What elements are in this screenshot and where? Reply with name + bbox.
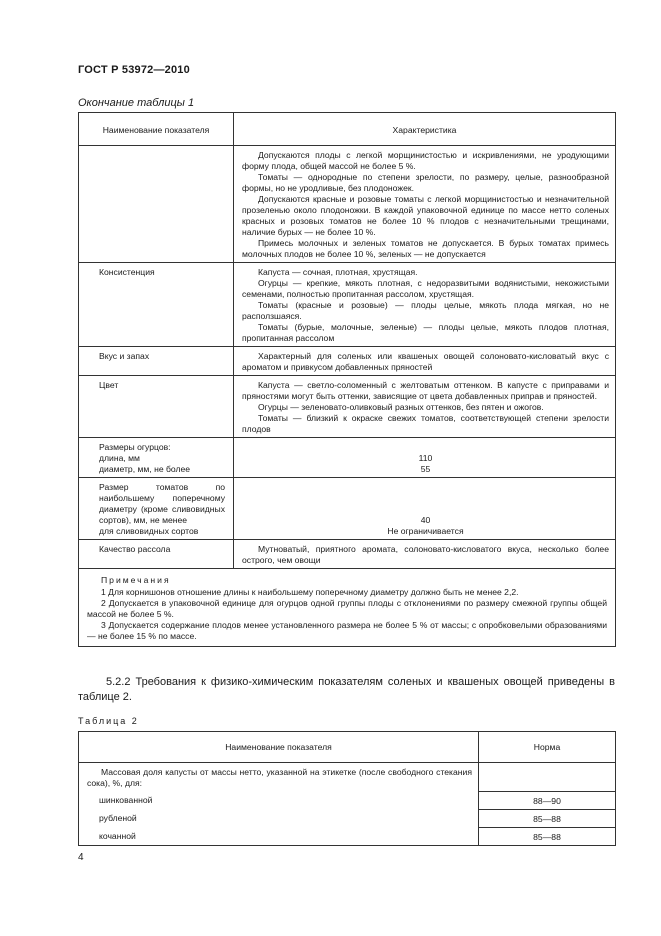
description-line: Огурцы — зеленовато-оливковый разных оттенков, без пятен и ожогов.: [258, 402, 544, 412]
tomato-size-value: 40: [420, 515, 431, 525]
row-description: [234, 540, 616, 569]
cucumber-size-labels: [79, 438, 234, 478]
table2-row-value: 88—90: [479, 791, 616, 809]
table-row: [79, 438, 616, 478]
table1-notes: [79, 569, 616, 647]
page-number: 4: [78, 852, 84, 863]
table2-main-label: Массовая доля капусты от массы нетто, указанной на этикетке (после свободного стекания сока), %, для:: [79, 763, 479, 792]
note-item: 1 Для корнишонов отношение длины к наибольшему поперечному диаметру должно быть не менее 2,2.: [101, 587, 519, 597]
row-description: [234, 347, 616, 376]
table2-caption: Таблица 2: [78, 716, 139, 726]
table2-col-header: Наименование показателя: [79, 732, 479, 763]
row-name: Качество рассола: [79, 540, 234, 569]
description-line: Примесь молочных и зеленых томатов не допускается. В бурых томатах примесь молочных плодов не более 10 %, зеленых — не допускается: [242, 238, 609, 259]
tomato-plum-value: Не ограничивается: [387, 526, 464, 536]
note-item: 3 Допускается содержание плодов менее установленного размера не более 5 % от массы; с опробковелыми образованиями — не более 15 % по массе.: [87, 620, 607, 641]
table2-row-value: 85—88: [479, 809, 616, 827]
tomato-plum-label: для сливовидных сортов: [99, 526, 199, 536]
description-line: Капуста — светло-соломенный с желтоватым оттенком. В капусте с приправами и пряностями могут быть оттенки, зависящие от цвета добавленных приправ и пряностей.: [242, 380, 609, 401]
table2-row-value: 85—88: [479, 827, 616, 845]
table2-row-label: кочанной: [79, 827, 479, 845]
description-line: Допускаются плоды с легкой морщинистостью и искривлениями, не уродующими форму плода, общей массой не более 5 %.: [242, 150, 609, 171]
table-row: [79, 263, 616, 347]
description-line: Томаты (красные и розовые) — плоды целые, мякоть плода мягкая, но не расползшаяся.: [242, 300, 609, 321]
table-row: [79, 540, 616, 569]
cucumber-diameter-label: диаметр, мм, не более: [99, 464, 191, 474]
description-line: Томаты — близкий к окраске свежих томатов, соответствующей степени зрелости плодов: [242, 413, 609, 434]
section-5-2-2: 5.2.2 Требования к физико-химическим показателям соленых и квашеных овощей приведены в таблице 2.: [78, 676, 615, 703]
table2-col-header: Норма: [479, 732, 616, 763]
description-line: Капуста — сочная, плотная, хрустящая.: [258, 267, 418, 277]
notes-row: [79, 569, 616, 647]
cucumber-diameter-value: 55: [420, 464, 431, 474]
description-line: Допускаются красные и розовые томаты с легкой морщинистостью и незначительной прозеленью около плодоножки. В каждой упаковочной единице по массе нетто соленых красных и розовых томатов не более 10 % плодов с незначительными трещинами, наличие бурых — не более 10 %.: [242, 194, 609, 237]
description-line: Мутноватый, приятного аромата, солоновато-кисловатого вкуса, несколько более острого, чем овощи: [242, 544, 609, 565]
table2-row-label: рубленой: [79, 809, 479, 827]
note-item: 2 Допускается в упаковочной единице для огурцов одной группы плоды с отклонениями по размеру смежной группы общей массой не более 5 %.: [87, 598, 607, 619]
table-row: [79, 809, 616, 827]
table1-col-header: Характеристика: [234, 113, 616, 146]
row-name: [79, 146, 234, 263]
table1-caption: Окончание таблицы 1: [78, 97, 195, 109]
row-name: Вкус и запах: [79, 347, 234, 376]
table1: [78, 112, 616, 647]
table-row: [79, 791, 616, 809]
row-description: [234, 376, 616, 438]
cucumber-length-label: длина, мм: [99, 453, 140, 463]
tomato-size-labels: [79, 478, 234, 540]
table-row: [79, 478, 616, 540]
row-description: [234, 263, 616, 347]
table-row: [79, 763, 616, 792]
description-line: Томаты (бурые, молочные, зеленые) — плоды целые, мякоть плодов плотная, пропитанная рассолом: [242, 322, 609, 343]
table2: [78, 731, 616, 846]
row-description: [234, 146, 616, 263]
description-line: Характерный для соленых или квашеных овощей солоновато-кисловатый вкус с ароматом и привкусом добавленных пряностей: [242, 351, 609, 372]
cucumber-length-value: 110: [418, 453, 433, 463]
tomato-size-label: Размер томатов по наибольшему поперечному диаметру (кроме сливовидных сортов), мм, не менее: [99, 482, 225, 525]
cucumber-size-title: Размеры огурцов:: [99, 442, 171, 452]
table1-col-header: Наименование показателя: [79, 113, 234, 146]
table-row: [79, 376, 616, 438]
notes-title: Примечания: [101, 575, 171, 585]
description-line: Томаты — однородные по степени зрелости, по размеру, целые, разнообразной формы, но не уродливые, без плодоножек.: [242, 172, 609, 193]
table2-row-label: шинкованной: [79, 791, 479, 809]
table2-header-row: [79, 732, 616, 763]
row-name: Цвет: [79, 376, 234, 438]
standard-number: ГОСТ Р 53972—2010: [78, 64, 190, 76]
row-name: Консистенция: [79, 263, 234, 347]
table-row: [79, 347, 616, 376]
description-line: Огурцы — крепкие, мякоть плотная, с недоразвитыми водянистыми, некожистыми семенами, полностью пропитанная рассолом, хрустящая.: [242, 278, 609, 299]
table-row: [79, 827, 616, 845]
table1-header-row: [79, 113, 616, 146]
table-row: [79, 146, 616, 263]
table2-empty-cell: [479, 763, 616, 792]
tomato-size-values: [234, 478, 616, 540]
cucumber-size-values: [234, 438, 616, 478]
